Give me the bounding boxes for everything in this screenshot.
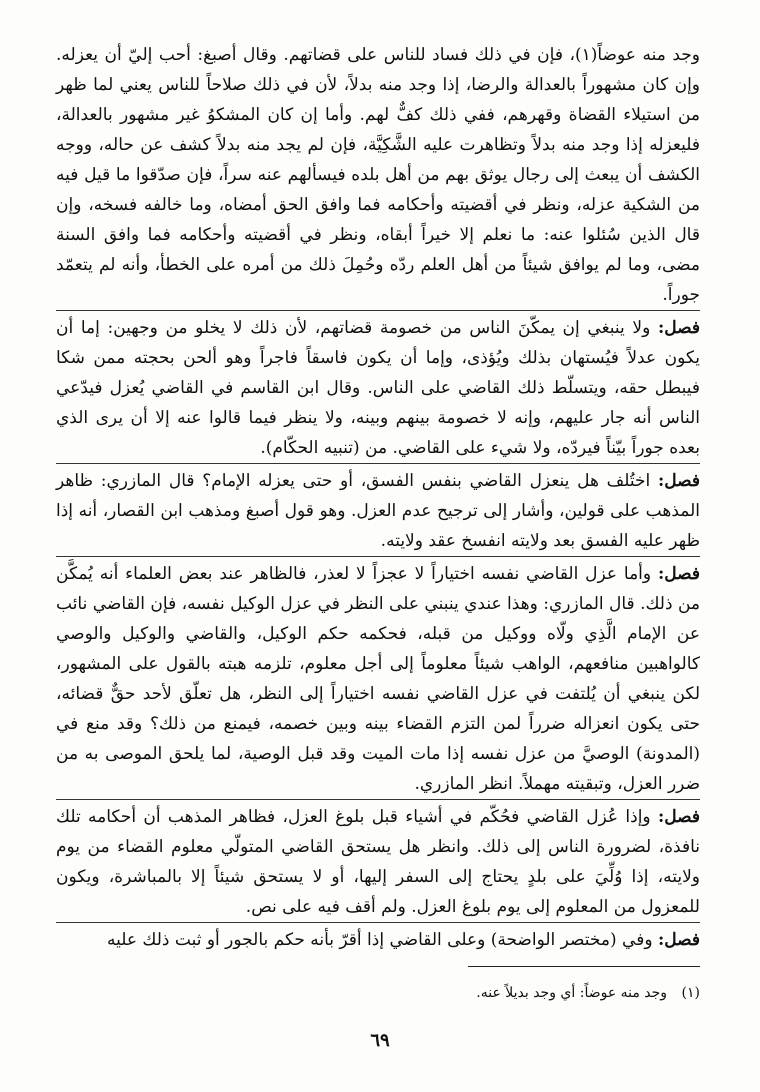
footnote-number: (١)	[681, 985, 700, 1001]
paragraph-text: اختُلف هل ينعزل القاضي بنفس الفسق، أو حتى يعزله الإمام؟ قال المازري: ظاهر المذهب على قولين، وأشار إلى ترجيح عدم العزل. وهو قول أصبغ ومذهب ابن القصار، أنه إذا ظهر عليه الفسق بعد ولايته انفسخ عقد ولايته.	[56, 471, 700, 551]
footnote-divider	[468, 966, 700, 967]
section-lead: فصل:	[657, 564, 700, 584]
paragraph-text: وفي (مختصر الواضحة) وعلى القاضي إذا أقرّ بأنه حكم بالجور أو ثبت ذلك عليه	[106, 930, 653, 950]
body-text	[56, 40, 700, 955]
paragraph	[56, 464, 700, 557]
paragraph	[56, 311, 700, 464]
page-number: ٦٩	[370, 1030, 390, 1051]
paragraph-text: وأما عزل القاضي نفسه اختياراً لا عجزاً لا لعذر، فالظاهر عند بعض العلماء أنه يُمكَّن من ذلك. قال المازري: وهذا عندي ينبني على النظر في عزل الوكيل نفسه، فإن القاضي نائب عن الإمام الَّذِي ولّاه ووكيل من قبله، فحكمه حكم الوكيل، والقاضي والوكيل والوصي كالواهبين منافعهم، الواهب شيئاً معلوماً إلى أجل معلوم، تلزمه هبته بالقول على المشهور، لكن ينبغي أن يُلتفت في عزل القاضي نفسه اختياراً إلى النظر، هل تعلّق لأحد حقٌّ قضائه، حتى يكون انعزاله ضرراً لمن التزم القضاء بينه وبين خصمه، فيمنع من ذلك؟ وقد منع في (المدونة) الوصيَّ من عزل نفسه إذا مات الميت وقد قبل الوصية، لما يلحق الموصى به من ضرر العزل، وتبقيته مهملاً. انظر المازري.	[56, 564, 700, 794]
section-lead: فصل:	[657, 318, 700, 338]
paragraph	[56, 800, 700, 923]
section-lead: فصل:	[657, 807, 700, 827]
paragraph	[56, 923, 700, 955]
paragraph-text: وإذا عُزل القاضي فحُكّم في أشياء قبل بلوغ العزل، فظاهر المذهب أن أحكامه تلك نافذة، لضرورة الناس إلى ذلك. وانظر هل يستحق القاضي المتولّي معلوم القضاء من يوم ولايته، إذا وُلِّيَ على بلدٍ يحتاج إلى السفر إليها، أو لا يستحق شيئاً إلا بالمباشرة، ويكون للمعزول من المعلوم إلى يوم بلوغ العزل. ولم أقف فيه على نص.	[56, 807, 700, 917]
footnote	[60, 982, 700, 1004]
section-lead: فصل:	[657, 930, 700, 950]
paragraph	[56, 40, 700, 311]
footnote-text: وجد منه عوضاً: أي وجد بديلاً عنه.	[476, 985, 668, 1001]
paragraph-text: وجد منه عوضاً(١)، فإن في ذلك فساد للناس على قضاتهم. وقال أصبغ: أحب إليّ أن يعزله. وإن كان مشهوراً بالعدالة والرضا، إذا وجد منه بدلاً، لأن في ذلك صلاحاً للناس يعني لما ظهر من استيلاء القضاة وقهرهم، ففي ذلك كفٌّ لهم. وأما إن كان المشكوُ غير مشهور بالعدالة، فليعزله إذا وجد منه بدلاً وتظاهرت عليه الشَّكِيَّة، فإن لم يجد منه بدلاً كشف عن حاله، ووجه الكشف أن يبعث إلى رجال يوثق بهم من أهل بلده فيسألهم عنه سراً، فإن صدّقوا ما قيل فيه من الشكية عزله، ونظر في أقضيته وأحكامه فما وافق الحق أمضاه، وما خالفه فسخه، وإن قال الذين سُئلوا عنه: ما نعلم إلا خيراً أبقاه، ونظر في أقضيته وأحكامه فما وافق السنة مضى، وما لم يوافق شيئاً من أهل العلم ردّه وحُمِلَ ذلك من أمره على الخطأ، وأنه لم يتعمّد جوراً.	[56, 45, 700, 305]
paragraph	[56, 557, 700, 800]
section-lead: فصل:	[657, 471, 700, 491]
paragraph-text: ولا ينبغي إن يمكّنَ الناس من خصومة قضاتهم، لأن ذلك لا يخلو من وجهين: إما أن يكون عدلاً فيُستهان بذلك ويُؤذى، وإما أن يكون فاسقاً فاجراً وهو ألحن بحجته ممن شكا فيبطل حقه، ويتسلّط ذلك القاضي على الناس. وقال ابن القاسم في القاضي يُعزل فيدّعي الناس أنه جار عليهم، وإنه لا خصومة بينهم وبينه، ولا ينظر فيما قالوا عنه إلا أن يرى الذي بعده جوراً بيّناً فيردّه، ولا شيء على القاضي. من (تنبيه الحكّام).	[56, 318, 700, 458]
